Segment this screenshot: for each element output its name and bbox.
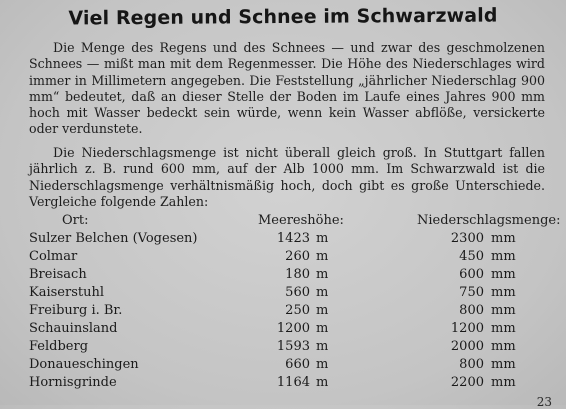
place-cell: Donaueschingen: [29, 357, 139, 372]
precipitation-unit: mm: [491, 357, 516, 372]
precipitation-unit: mm: [491, 375, 516, 390]
altitude-unit: m: [316, 249, 329, 264]
column-header-precipitation: Niederschlagsmenge:: [417, 213, 561, 228]
altitude-unit: m: [316, 231, 329, 246]
altitude-cell: 180: [285, 267, 310, 282]
altitude-unit: m: [316, 375, 329, 390]
precipitation-cell: 1200: [450, 321, 484, 336]
precipitation-unit: mm: [491, 267, 516, 282]
table-row: [0, 267, 566, 285]
altitude-unit: m: [316, 339, 329, 354]
altitude-cell: 260: [285, 249, 310, 264]
paragraph-precipitation-measurement: [29, 40, 545, 138]
place-cell: Colmar: [29, 249, 78, 264]
table-row: [0, 285, 566, 303]
altitude-unit: m: [316, 303, 329, 318]
table-row: [0, 375, 566, 393]
precipitation-cell: 600: [459, 267, 484, 282]
altitude-cell: 560: [285, 285, 310, 300]
table-row: [0, 339, 566, 357]
precipitation-unit: mm: [491, 231, 516, 246]
precipitation-unit: mm: [491, 339, 516, 354]
place-cell: Freiburg i. Br.: [29, 303, 123, 318]
altitude-cell: 1423: [276, 231, 310, 246]
precipitation-cell: 800: [459, 357, 484, 372]
table-row: [0, 321, 566, 339]
precipitation-cell: 800: [459, 303, 484, 318]
precipitation-unit: mm: [491, 303, 516, 318]
paragraph-precipitation-comparison: [29, 145, 545, 210]
precipitation-cell: 2000: [450, 339, 484, 354]
altitude-unit: m: [316, 285, 329, 300]
precipitation-cell: 2300: [450, 231, 484, 246]
column-header-altitude: Meereshöhe:: [258, 213, 344, 228]
precipitation-unit: mm: [491, 249, 516, 264]
altitude-cell: 1593: [276, 339, 310, 354]
precipitation-cell: 750: [459, 285, 484, 300]
table-row: [0, 357, 566, 375]
place-cell: Breisach: [29, 267, 87, 282]
place-cell: Kaiserstuhl: [29, 285, 104, 300]
altitude-unit: m: [316, 321, 329, 336]
page-title: Viel Regen und Schnee im Schwarzwald: [68, 4, 498, 30]
paragraph-text: Die Menge des Regens und des Schnees — und zwar des geschmolzenen Schnees — mißt man mit dem Regenmesser. Die Höhe des Niederschlages wird immer in Millimetern angegeben. Die Feststellung „jährlicher Niederschlag 900 mm“ bedeutet, daß an dieser Stelle der Boden im Laufe eines Jahres 900 mm hoch mit Wasser bedeckt sein würde, wenn kein Wasser abflöße, versickerte oder verdunstete.: [29, 40, 545, 137]
altitude-unit: m: [316, 267, 329, 282]
altitude-cell: 660: [285, 357, 310, 372]
place-cell: Hornisgrinde: [29, 375, 117, 390]
precipitation-cell: 450: [459, 249, 484, 264]
altitude-cell: 1200: [276, 321, 310, 336]
page-number: 23: [536, 395, 552, 409]
table-row: [0, 303, 566, 321]
column-header-place: Ort:: [62, 213, 89, 228]
place-cell: Sulzer Belchen (Vogesen): [29, 231, 198, 246]
place-cell: Feldberg: [29, 339, 89, 354]
precipitation-cell: 2200: [450, 375, 484, 390]
table-row: [0, 231, 566, 249]
precipitation-unit: mm: [491, 321, 516, 336]
altitude-cell: 1164: [276, 375, 310, 390]
altitude-cell: 250: [285, 303, 310, 318]
place-cell: Schauinsland: [29, 321, 118, 336]
precipitation-unit: mm: [491, 285, 516, 300]
altitude-unit: m: [316, 357, 329, 372]
table-row: [0, 249, 566, 267]
paragraph-text: Die Niederschlagsmenge ist nicht überall gleich groß. In Stuttgart fallen jährlich z. B. rund 600 mm, auf der Alb 1000 mm. Im Schwarzwald ist die Niederschlagsmenge verhältnismäßig hoch, doch gibt es große Unterschiede. Vergleiche folgende Zahlen:: [29, 145, 545, 209]
